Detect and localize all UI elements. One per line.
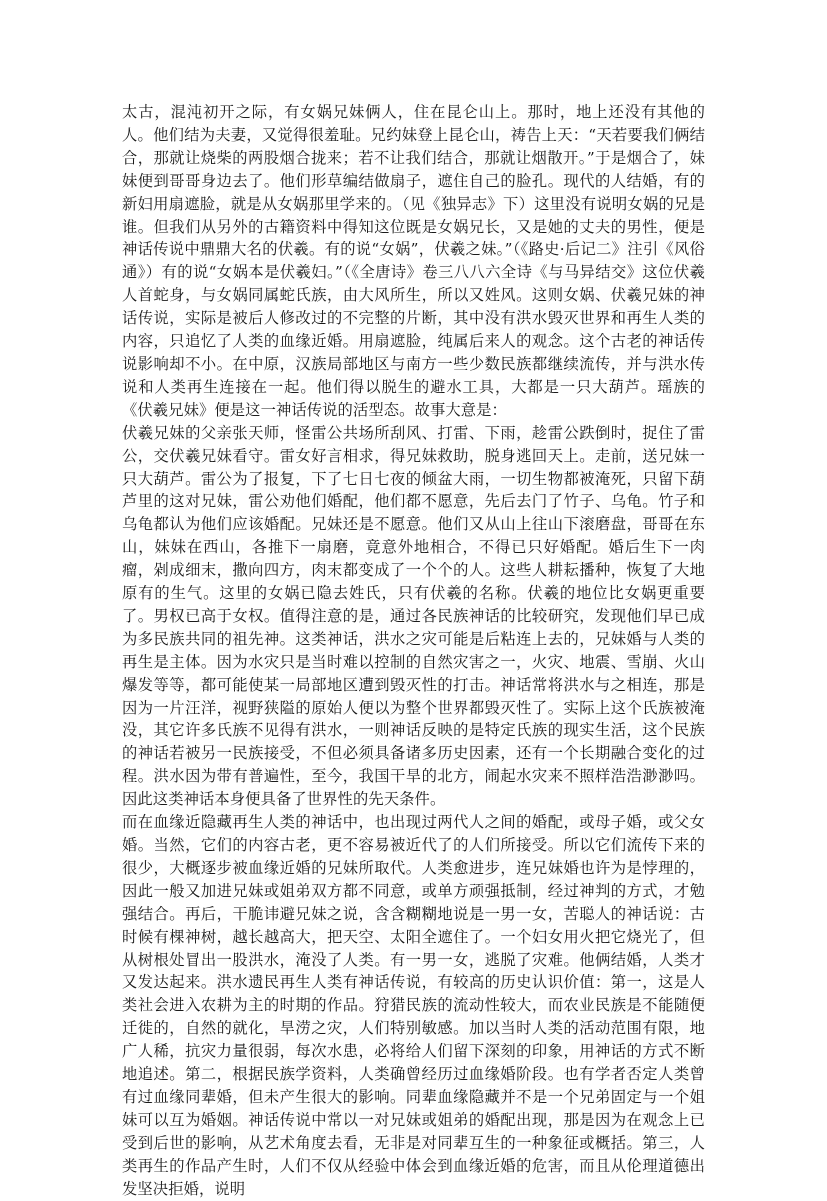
paragraph-1: 太古，混沌初开之际，有女娲兄妹俩人，住在昆仑山上。那时，地上还没有其他的人。他们结为夫妻，又觉得很羞耻。兄约妹登上昆仑山，祷告上天：“天若要我们俩结合，那就让烧柴的两股烟合拢来；若不让我们结合，那就让烟散开。”于是烟合了，妹妹便到哥哥身边去了。他们形草编结做扇子，遮住自己的脸孔。现代的人结婚，有的新妇用扇遮脸，就是从女娲那里学来的。（见《独异志》下）这里没有说明女娲的兄是谁。但我们从另外的古籍资料中得知这位既是女娲兄长，又是她的丈夫的男性，便是神话传说中鼎鼎大名的伏羲。有的说“女娲”，伏羲之妹。”（《路史·后记二》注引《风俗通》）有的说“女娲本是伏羲妇。”（《全唐诗》卷三八八六全诗《与马异结交》这位伏羲人首蛇身，与女娲同属蛇氏族，由大风所生，所以又姓风。这则女娲、伏羲兄妹的神话传说，实际是被后人修改过的不完整的片断，其中没有洪水毁灭世界和再生人类的内容，只追忆了人类的血缘近婚。用扇遮脸，纯属后来人的观念。这个古老的神话传说影响却不小。在中原，汉族局部地区与南方一些少数民族都继续流传，并与洪水传说和人类再生连接在一起。他们得以脱生的避水工具，大都是一只大葫芦。瑶族的《伏羲兄妹》便是这一神话传说的活型态。故事大意是： — [122, 103, 705, 419]
body-text — [122, 101, 705, 1201]
paragraph-2: 伏羲兄妹的父亲张天师，怪雷公共场所刮风、打雷、下雨，趁雷公跌倒时，捉住了雷公，交伏羲兄妹看守。雷女好言相求，得兄妹救助，脱身逃回天上。走前，送兄妹一只大葫芦。雷公为了报复，下了七日七夜的倾盆大雨，一切生物都被淹死，只留下葫芦里的这对兄妹，雷公劝他们婚配，他们都不愿意，先后去门了竹子、乌龟。竹子和乌龟都认为他们应该婚配。兄妹还是不愿意。他们又从山上往山下滚磨盘，哥哥在东山，妹妹在西山，各推下一扇磨，竟意外地相合，不得已只好婚配。婚后生下一肉瘤，剁成细末，撒向四方，肉末都变成了一个个的人。这些人耕耘播种，恢复了大地原有的生气。这里的女娲已隐去姓氏，只有伏羲的名称。伏羲的地位比女娲更重要了。男权已高于女权。值得注意的是，通过各民族神话的比较研究，发现他们早已成为多民族共同的祖先神。这类神话，洪水之灾可能是后粘连上去的，兄妹婚与人类的再生是主体。因为水灾只是当时难以控制的自然灾害之一，火灾、地震、雪崩、火山爆发等等，都可能使某一局部地区遭到毁灭性的打击。神话常将洪水与之相连，那是因为一片汪洋，视野狭隘的原始人便以为整个世界都毁灭性了。实际上这个氏族被淹没，其它许多氏族不见得有洪水，一则神话反映的是特定氏族的现实生活，这个民族的神话若被另一民族接受，不但必须具备诸多历史因素，还有一个长期融合变化的过程。洪水因为带有普遍性，至今，我国干旱的北方，闹起水灾来不照样浩浩渺渺吗。因此这类神话本身便具备了世界性的先天条件。 — [122, 423, 705, 809]
paragraph-3: 而在血缘近隐藏再生人类的神话中，也出现过两代人之间的婚配，或母子婚，或父女婚。当然，它们的内容古老，更不容易被近代了的人们所接受。所以它们流传下来的很少，大概逐步被血缘近婚的兄妹所取代。人类愈进步，连兄妹婚也许为是悖理的，因此一般又加进兄妹或姐弟双方都不同意，或单方顽强抵制，经过神判的方式，才勉强结合。再后，干脆讳避兄妹之说，含含糊糊地说是一男一女，苦聪人的神话说：古时候有棵神树，越长越高大，把天空、太阳全遮住了。一个妇女用火把它烧光了，但从树根处冒出一股洪水，淹没了人类。有一男一女，逃脱了灾难。他俩结婚，人类才又发达起来。洪水遗民再生人类有神话传说，有较高的历史认识价值：第一，这是人类社会进入农耕为主的时期的作品。狩猎民族的流动性较大，而农业民族是不能随便迁徙的，自然的就化，旱涝之灾，人们特别敏感。加以当时人类的活动范围有限，地广人稀，抗灾力量很弱，每次水患，必将给人们留下深刻的印象，用神话的方式不断地追述。第二，根据民族学资料，人类确曾经历过血缘婚阶段。也有学者否定人类曾有过血缘同辈婚，但未产生很大的影响。同辈血缘隐藏并不是一个兄弟固定与一个姐妹可以互为婚姻。神话传说中常以一对兄妹或姐弟的婚配出现，那是因为在观念上已受到后世的影响，从艺术角度去看，无非是对同辈互生的一种象征或概括。第三，人类再生的作品产生时，人们不仅从经验中体会到血缘近婚的危害，而且从伦理道德出发坚决拒婚，说明 — [122, 813, 705, 1198]
